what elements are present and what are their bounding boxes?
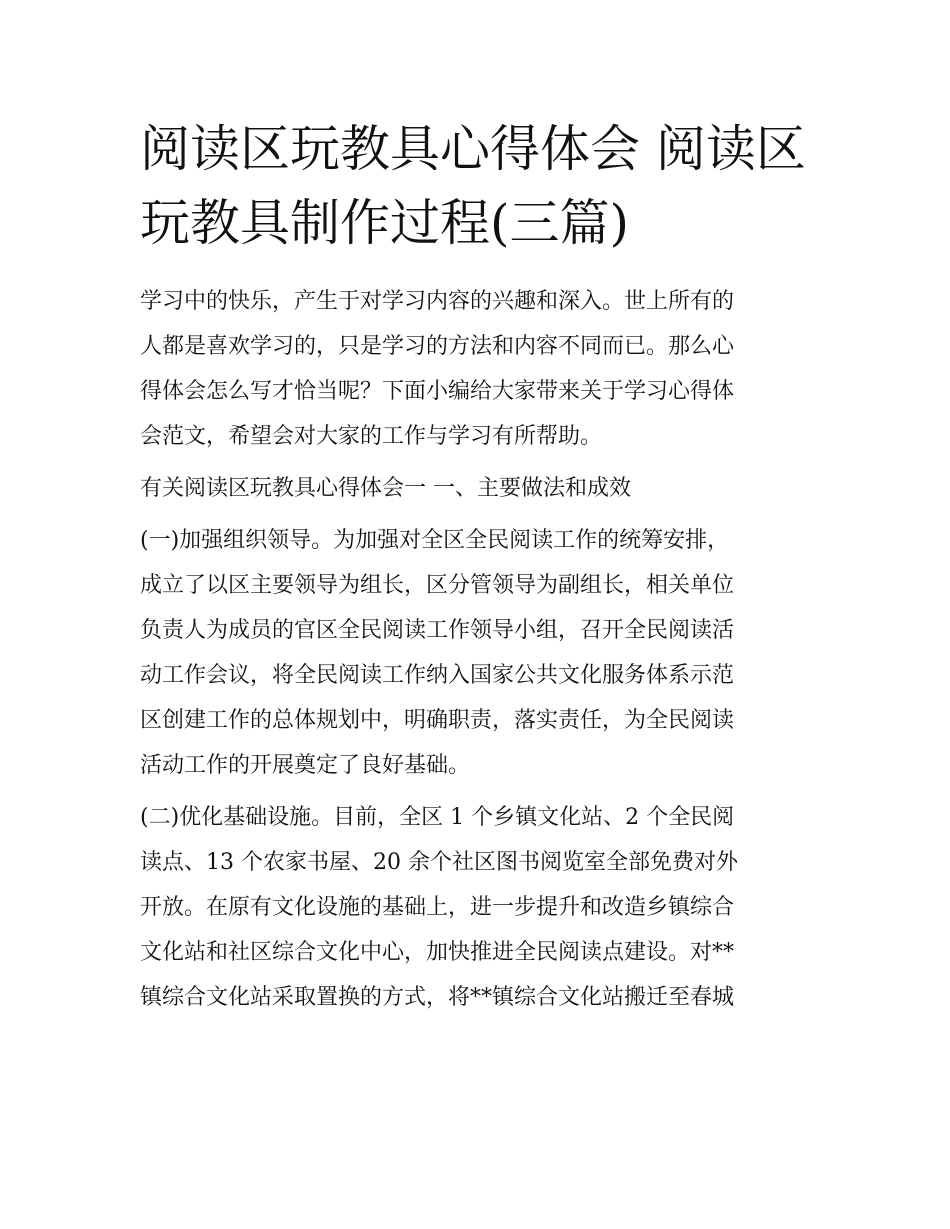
section-heading: 有关阅读区玩教具心得体会一 一、主要做法和成效 [140, 476, 631, 501]
para2-line-5: 镇综合文化站采取置换的方式，将**镇综合文化站搬迁至春城 [140, 985, 735, 1010]
document-body [140, 279, 820, 1020]
para2-line-1: (二)优化基础设施。目前，全区 1 个乡镇文化站、2 个全民阅 [140, 805, 735, 830]
para1-line-4: 动工作会议，将全民阅读工作纳入国家公共文化服务体系示范 [140, 663, 735, 688]
para1-line-2: 成立了以区主要领导为组长，区分管领导为副组长，相关单位 [140, 573, 735, 598]
intro-line-3: 得体会怎么写才恰当呢？下面小编给大家带来关于学习心得体 [140, 379, 735, 404]
intro-line-4: 会范文，希望会对大家的工作与学习有所帮助。 [140, 424, 603, 449]
document-title [140, 112, 820, 260]
intro-line-2: 人都是喜欢学习的，只是学习的方法和内容不同而已。那么心 [140, 334, 735, 359]
title-line-2: 玩教具制作过程(三篇) [140, 194, 630, 252]
title-line-1: 阅读区玩教具心得体会 阅读区 [140, 120, 806, 178]
para1-line-3: 负责人为成员的官区全民阅读工作领导小组，召开全民阅读活 [140, 618, 735, 643]
intro-line-1: 学习中的快乐，产生于对学习内容的兴趣和深入。世上所有的 [140, 289, 735, 314]
para1-line-6: 活动工作的开展奠定了良好基础。 [140, 753, 471, 778]
para2-line-2: 读点、13 个农家书屋、20 余个社区图书阅览室全部免费对外 [140, 850, 738, 875]
paragraph-1 [140, 518, 820, 788]
intro-paragraph [140, 279, 820, 459]
para1-line-5: 区创建工作的总体规划中，明确职责，落实责任，为全民阅读 [140, 708, 735, 733]
para1-line-1: (一)加强组织领导。为加强对全区全民阅读工作的统筹安排， [140, 528, 730, 553]
paragraph-2 [140, 795, 820, 1020]
section-heading-paragraph [140, 466, 820, 511]
para2-line-4: 文化站和社区综合文化中心，加快推进全民阅读点建设。对** [140, 940, 735, 965]
para2-line-3: 开放。在原有文化设施的基础上，进一步提升和改造乡镇综合 [140, 895, 735, 920]
